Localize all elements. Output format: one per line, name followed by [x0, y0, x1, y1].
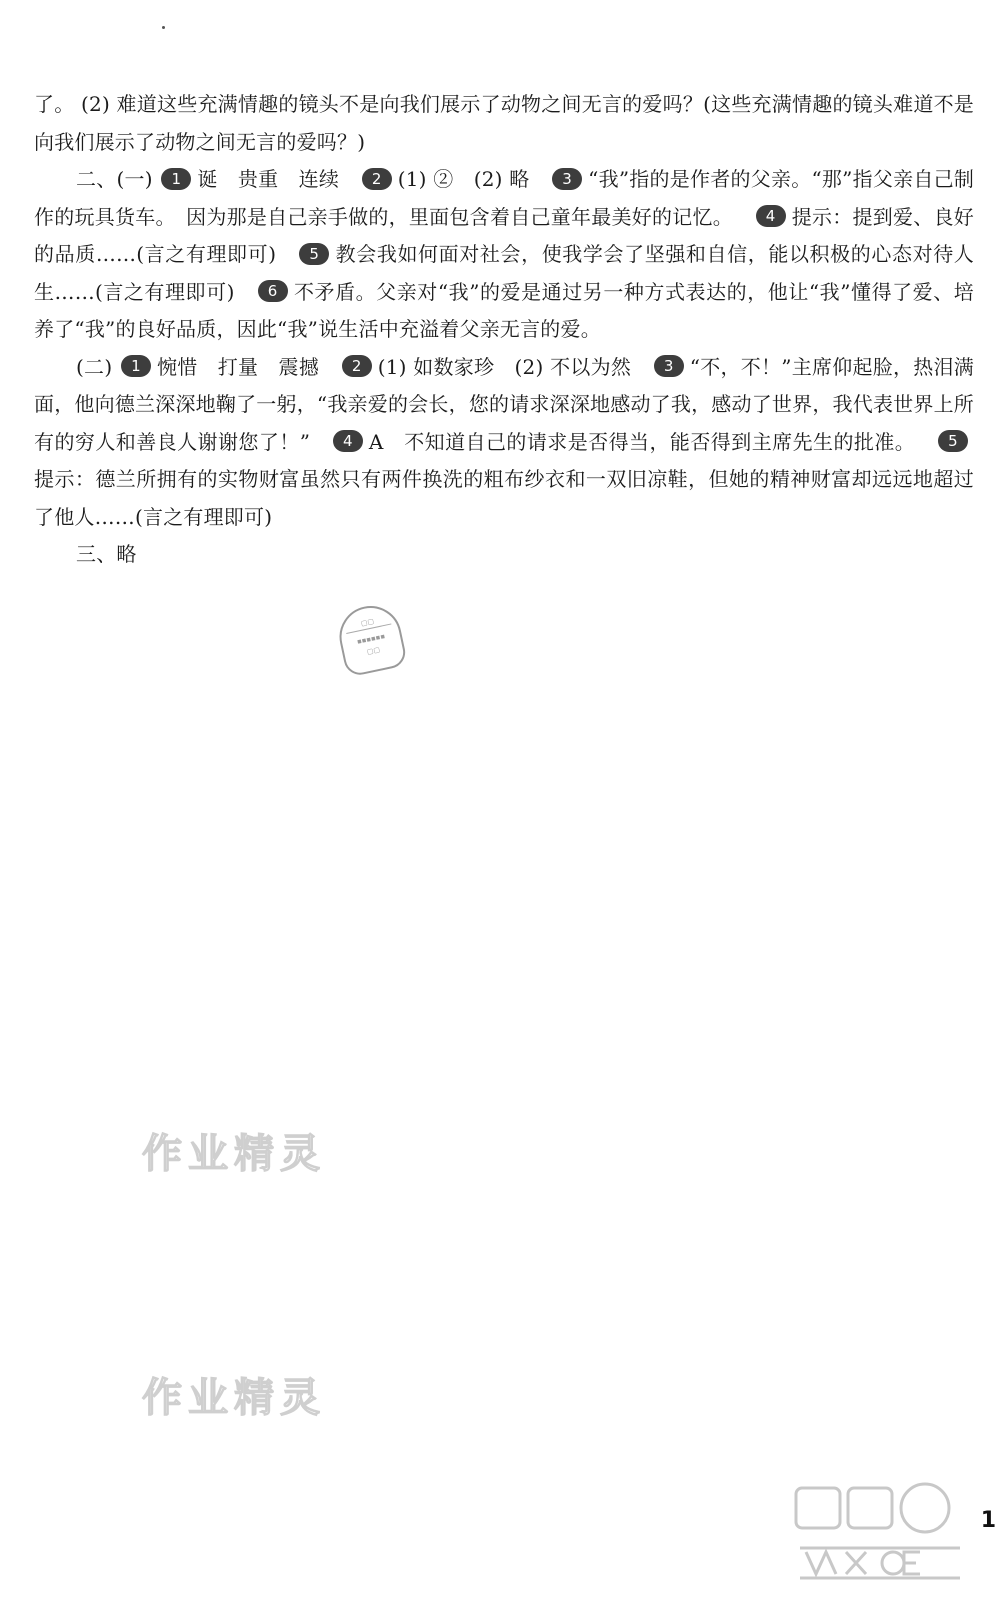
question-marker-5: 5 — [938, 430, 968, 452]
page-number: 1 — [980, 1508, 996, 1533]
question-marker-3: 3 — [552, 168, 582, 190]
answer-text-block — [34, 86, 974, 574]
answer-3-2: (1) 如数家珍 (2) 不以为然 — [377, 354, 632, 379]
answer-2-2: (1) ② (2) 略 — [397, 167, 530, 191]
watermark: 作业精灵 — [142, 1375, 326, 1421]
section-2-part-2 — [34, 349, 974, 537]
question-marker-5: 5 — [299, 243, 329, 265]
paragraph-1-text: 了。 (2) 难道这些充满情趣的镜头不是向我们展示了动物之间无言的爱吗？(这些充满情趣的镜头难道不是向我们展示了动物之间无言的爱吗？) — [34, 92, 974, 154]
answer-2-1: 诞 贵重 连续 — [197, 167, 340, 191]
watermark: 作业精灵 — [142, 1131, 326, 1177]
answer-3-5: 提示：德兰所拥有的实物财富虽然只有两件换洗的粗布纱衣和一双旧凉鞋，但她的精神财富却远远地超过了他人……(言之有理即可) — [34, 467, 974, 529]
speck — [162, 26, 165, 29]
question-marker-1: 1 — [161, 168, 191, 190]
section-2-lead: 二、(一) — [76, 167, 153, 191]
question-marker-3: 3 — [654, 355, 684, 377]
answer-3-1: 惋惜 打量 震撼 — [156, 354, 320, 379]
section-3 — [34, 536, 974, 574]
answer-2-4: 提示：提到爱、良好的品质……(言之有理即可) — [34, 204, 974, 266]
question-marker-6: 6 — [258, 280, 288, 302]
paragraph-1 — [34, 86, 974, 161]
stamp-logo: ▢▢ ▪▪▪▪▪▪ ▢▢ — [334, 600, 408, 677]
site-logo-watermark — [790, 1478, 970, 1588]
section-2-part-1 — [34, 161, 974, 349]
section-3-text: 三、略 — [76, 542, 137, 566]
question-marker-4: 4 — [333, 430, 363, 452]
question-marker-2: 2 — [362, 168, 392, 190]
answer-2-6: 不矛盾。父亲对“我”的爱是通过另一种方式表达的，他让“我”懂得了爱、培养了“我”的良好品质，因此“我”说生活中充溢着父亲无言的爱。 — [34, 279, 974, 341]
answer-2-3: “我”指的是作者的父亲。“那”指父亲自己制作的玩具货车。 因为那是自己亲手做的，里面包含着自己童年最美好的记忆。 — [34, 167, 975, 229]
answer-3-4: A 不知道自己的请求是否得当，能否得到主席先生的批准。 — [368, 429, 916, 454]
question-marker-4: 4 — [756, 205, 786, 227]
answer-3-3: “不，不！”主席仰起脸，热泪满面，他向德兰深深地鞠了一躬，“我亲爱的会长，您的请求深深地感动了我，感动了世界，我代表世界上所有的穷人和善良人谢谢您了！” — [34, 354, 975, 454]
section-2-part-2-lead: (二) — [76, 354, 113, 379]
question-marker-1: 1 — [121, 355, 151, 377]
question-marker-2: 2 — [342, 355, 372, 377]
answer-2-5: 教会我如何面对社会，使我学会了坚强和自信，能以积极的心态对待人生……(言之有理即可) — [34, 242, 974, 304]
